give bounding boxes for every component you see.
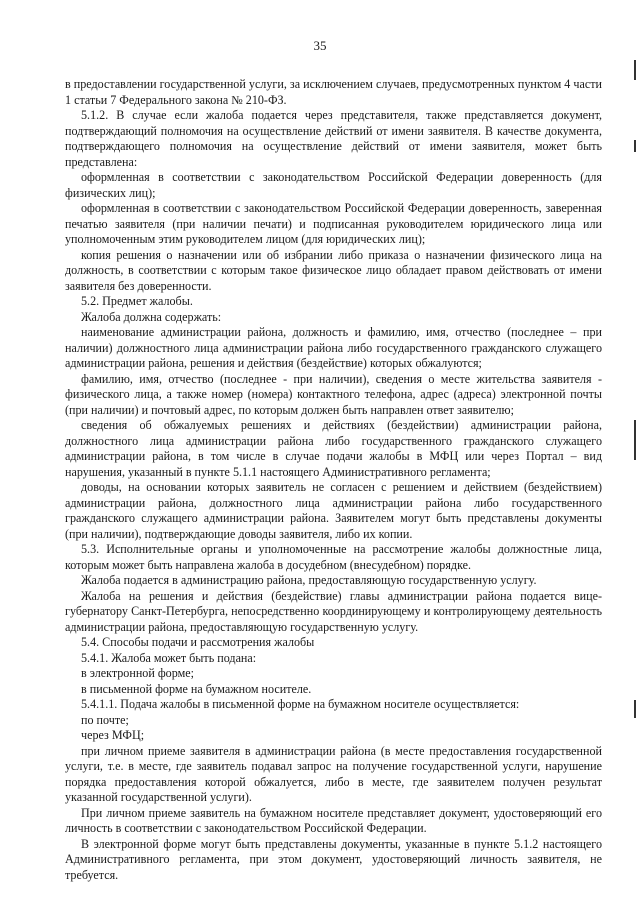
paragraph: фамилию, имя, отчество (последнее - при наличии), сведения о месте жительства заявителя - физического лица, а также номер (номера) контактного телефона, адрес (адреса) электронной почты (при наличии) и почтовый адрес, по которым должен быть направлен ответ заявителю; (65, 371, 602, 417)
paragraph: При личном приеме заявитель на бумажном носителе представляет документ, удостоверяющий его личность в соответствии с законодательством Российской Федерации. (65, 805, 602, 835)
paragraph: доводы, на основании которых заявитель не согласен с решением и действием (бездействием) администрации района, должностного лица администрации района либо государственного гражданского служащего администрации района. Заявителем могут быть представлены документы (при наличии), подтверждающие доводы заявителя, либо их копии. (65, 480, 602, 541)
scan-edge-mark (634, 140, 636, 152)
paragraph: копия решения о назначении или об избрании либо приказа о назначении физического лица на должность, в соответствии с которым такое физическое лицо обладает правом действовать от имени заявителя без доверенности. (65, 247, 602, 293)
paragraph: Жалоба должна содержать: (81, 309, 222, 324)
scan-edge-mark (634, 60, 636, 80)
document-body (65, 77, 602, 883)
paragraph: при личном приеме заявителя в администрации района (в месте предоставления государственной услуги, т.е. в месте, где заявитель подавал запрос на получение государственной услуги, нарушение порядка предоставления которой обжалуется, либо в месте, где заявителем получен результат указанной государственной услуги). (65, 743, 602, 804)
section-heading: 5.4. Способы подачи и рассмотрения жалобы (81, 635, 315, 649)
list-item: через МФЦ; (81, 728, 145, 742)
section-heading: 5.2. Предмет жалобы. (81, 294, 193, 308)
paragraph: 5.4.1. Жалоба может быть подана: (81, 650, 257, 665)
paragraph: 5.4.1.1. Подача жалобы в письменной форме на бумажном носителе осуществляется: (81, 697, 520, 711)
section-heading: 5.3. Исполнительные органы и уполномоченные на рассмотрение жалобы должностные лица, которым может быть направлена жалоба в досудебном (внесудебном) порядке. (65, 542, 602, 572)
paragraph: Жалоба подается в администрацию района, предоставляющую государственную услугу. (81, 573, 537, 587)
paragraph: оформленная в соответствии с законодательством Российской Федерации доверенность (для физических лиц); (65, 170, 602, 200)
paragraph: оформленная в соответствии с законодательством Российской Федерации доверенность, заверенная печатью заявителя (при наличии печати) и подписанная руководителем юридического лица или уполномоченным этим руководителем лицом (для юридических лиц); (65, 201, 602, 246)
paragraph: В электронной форме могут быть представлены документы, указанные в пункте 5.1.2 настоящего Административного регламента, при этом документ, удостоверяющий личность заявителя, не требуется. (65, 836, 602, 882)
paragraph: 5.1.2. В случае если жалоба подается через представителя, также представляется документ, подтверждающий полномочия на осуществление действий от имени заявителя. В качестве документа, подтверждающего полномочия на осуществление действий от имени заявителя, может быть представлена: (65, 108, 602, 169)
paragraph: Жалоба на решения и действия (бездействие) главы администрации района подается вице-губернатору Санкт-Петербурга, непосредственно координирующему и контролирующему деятельность администрации района, предоставляющую государственную услугу. (65, 588, 602, 634)
paragraph: сведения об обжалуемых решениях и действиях (бездействии) администрации района, должностного лица администрации района либо государственного гражданского служащего администрации района, в том числе в случае подачи жалобы в МФЦ или через Портал – вид нарушения, указанный в пункте 5.1.1 настоящего Административного регламента; (65, 418, 602, 479)
paragraph: в предоставлении государственной услуги, за исключением случаев, предусмотренных пунктом 4 части 1 статьи 7 Федерального закона № 210-ФЗ. (65, 77, 602, 107)
paragraph: наименование администрации района, должность и фамилию, имя, отчество (последнее – при наличии) должностного лица администрации района либо государственного гражданского служащего администрации района, решения и действия (бездействие) которых обжалуются; (65, 325, 602, 370)
list-item: в электронной форме; (81, 666, 194, 680)
page-number: 35 (313, 38, 327, 53)
list-item: по почте; (81, 712, 129, 727)
scan-edge-mark (634, 700, 636, 718)
list-item: в письменной форме на бумажном носителе. (81, 681, 312, 696)
scan-edge-mark (634, 420, 636, 460)
